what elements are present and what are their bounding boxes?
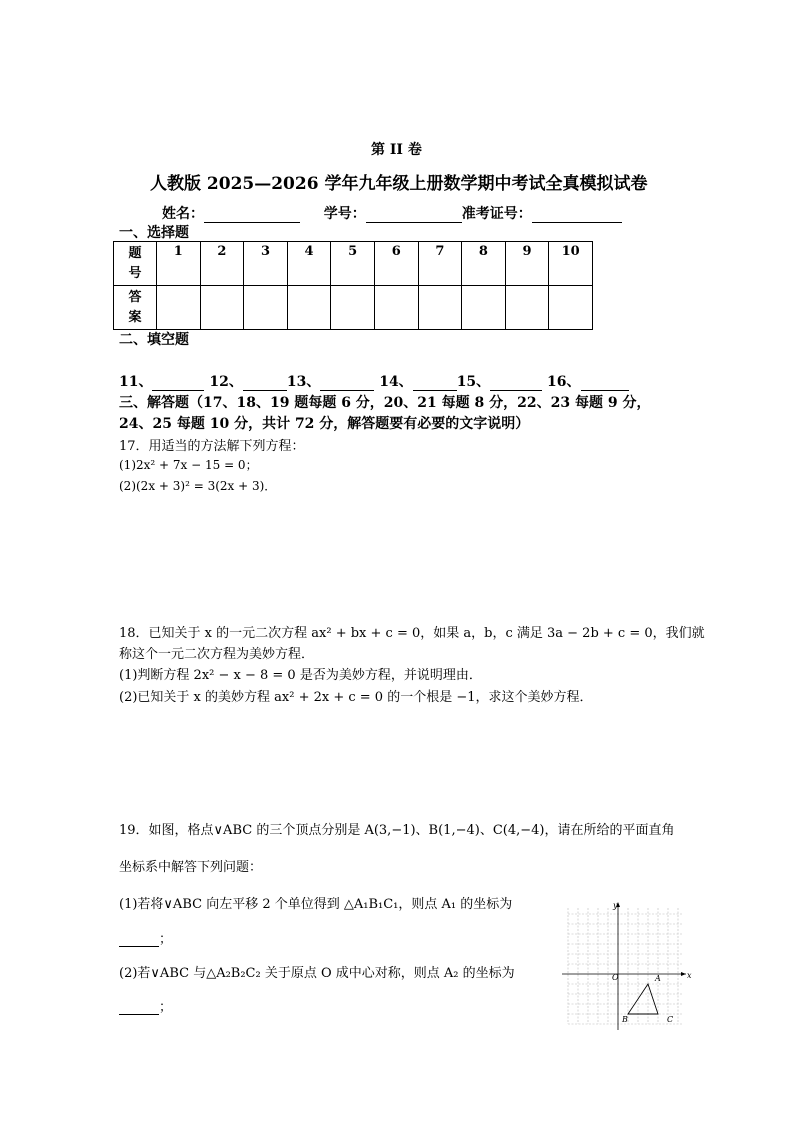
- q18-part2: (2)已知关于 x 的美妙方程 ax² + 2x + c = 0 的一个根是 −1，求这个美妙方程．: [119, 690, 593, 705]
- exam-id-field[interactable]: [532, 222, 622, 223]
- id-field[interactable]: [366, 222, 462, 223]
- answer-cell[interactable]: [157, 286, 201, 330]
- answer-cell[interactable]: [549, 286, 593, 330]
- x-axis-label: x: [687, 971, 692, 980]
- name-label: 姓名：: [162, 206, 204, 222]
- q19-blank1-row: [119, 928, 172, 947]
- table-cell: 2: [200, 242, 244, 286]
- coordinate-grid-diagram: [562, 900, 694, 1030]
- table-cell: 4: [287, 242, 331, 286]
- fill-blank-line: [119, 371, 629, 391]
- volume-label: 第 II 卷: [371, 142, 422, 158]
- point-c-label: C: [667, 1015, 674, 1024]
- q19-part2: (2)若∨ABC 与△A₂B₂C₂ 关于原点 O 成中心对称，则点 A₂ 的坐标为: [119, 966, 515, 981]
- point-a-label: A: [655, 974, 661, 983]
- point-b-label: B: [622, 1015, 628, 1024]
- blank-label-13: 13、: [286, 374, 321, 390]
- q17-stem: 17．用适当的方法解下列方程：: [119, 439, 305, 454]
- q19-blank2-end: ；: [159, 1000, 173, 1015]
- section2-title: 二、填空题: [119, 332, 189, 348]
- blank-label-14: 14、: [379, 374, 413, 390]
- q19-blank1[interactable]: [119, 946, 159, 947]
- student-info-line: [162, 203, 622, 223]
- table-cell: 10: [549, 242, 593, 286]
- answer-cell[interactable]: [418, 286, 462, 330]
- blank-16[interactable]: [581, 390, 629, 391]
- answer-cell[interactable]: [331, 286, 375, 330]
- section3-title-line1: 三、解答题（17、18、19 题每题 6 分，20、21 每题 8 分，22、23 每题 9 分，: [119, 395, 651, 411]
- answer-cell[interactable]: [505, 286, 549, 330]
- q17-part1: (1)2x² + 7x − 15 = 0；: [119, 458, 258, 472]
- blank-label-12: 12、: [209, 374, 243, 390]
- table-cell: 8: [462, 242, 506, 286]
- table-cell: 9: [505, 242, 549, 286]
- blank-13[interactable]: [320, 390, 374, 391]
- answer-table: [113, 241, 593, 330]
- table-row: [114, 286, 593, 330]
- table-cell: 6: [374, 242, 418, 286]
- blank-14[interactable]: [413, 390, 457, 391]
- row-header-answer: 答 案: [114, 286, 157, 330]
- q17-part2: (2)(2x + 3)² = 3(2x + 3)．: [119, 479, 277, 493]
- answer-cell[interactable]: [200, 286, 244, 330]
- blank-label-11: 11、: [119, 374, 153, 390]
- q19-part1: (1)若将∨ABC 向左平移 2 个单位得到 △A₁B₁C₁，则点 A₁ 的坐标为: [119, 897, 513, 912]
- table-cell: 1: [157, 242, 201, 286]
- blank-15[interactable]: [490, 390, 542, 391]
- q18-line2: 称这个一元二次方程为美妙方程．: [119, 647, 315, 662]
- q19-blank2[interactable]: [119, 1014, 159, 1015]
- q19-blank1-end: ；: [159, 932, 173, 947]
- name-field[interactable]: [204, 222, 300, 223]
- table-cell: 3: [244, 242, 288, 286]
- q19-line2: 坐标系中解答下列问题：: [119, 860, 263, 875]
- blank-12[interactable]: [243, 390, 287, 391]
- y-axis-label: y: [613, 901, 618, 910]
- origin-label: O: [612, 973, 619, 982]
- q19-blank2-row: [119, 996, 172, 1015]
- answer-cell[interactable]: [244, 286, 288, 330]
- q19-line1: 19．如图，格点∨ABC 的三个顶点分别是 A(3,−1)、B(1,−4)、C(4,−4)，请在所给的平面直角: [119, 823, 675, 838]
- q18-line1: 18．已知关于 x 的一元二次方程 ax² + bx + c = 0，如果 a，b，c 满足 3a − 2b + c = 0，我们就: [119, 626, 705, 641]
- blank-11[interactable]: [152, 390, 204, 391]
- exam-label: 准考证号：: [461, 206, 532, 222]
- row-header-number: 题 号: [114, 242, 157, 286]
- table-cell: 7: [418, 242, 462, 286]
- table-cell: 5: [331, 242, 375, 286]
- id-label: 学号：: [323, 206, 366, 222]
- blank-label-15: 15、: [456, 374, 491, 390]
- x-axis-arrow-icon: [681, 972, 686, 976]
- section3-title-line2: 24、25 每题 10 分，共计 72 分，解答题要有必要的文字说明）: [119, 416, 530, 432]
- q18-part1: (1)判断方程 2x² − x − 8 = 0 是否为美妙方程，并说明理由．: [119, 668, 482, 683]
- answer-cell[interactable]: [374, 286, 418, 330]
- blank-label-16: 16、: [547, 374, 581, 390]
- page-title: 人教版 2025—2026 学年九年级上册数学期中考试全真模拟试卷: [150, 174, 648, 194]
- triangle-abc: [628, 984, 658, 1014]
- table-row: [114, 242, 593, 286]
- answer-cell[interactable]: [287, 286, 331, 330]
- section1-title: 一、选择题: [119, 225, 189, 241]
- answer-cell[interactable]: [462, 286, 506, 330]
